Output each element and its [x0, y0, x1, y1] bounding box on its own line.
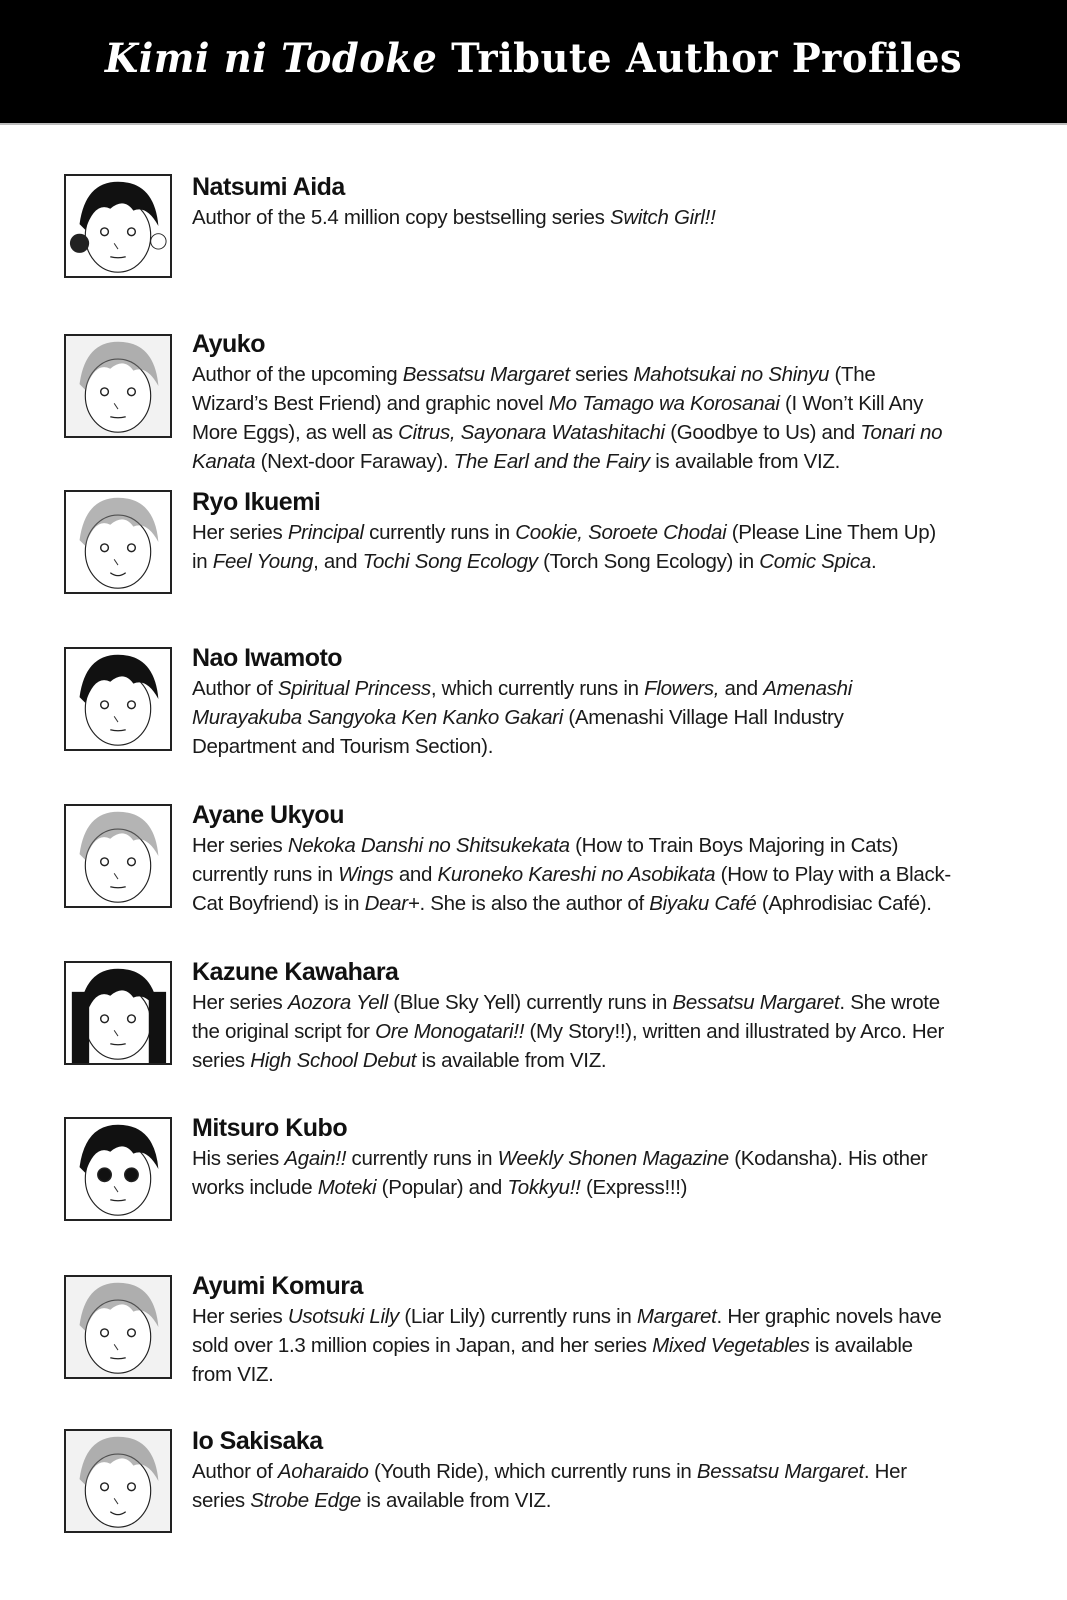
author-bio: [192, 674, 952, 761]
bio-text: Author of the 5.4 million copy bestselling series: [192, 206, 611, 229]
bio-title-italic: Mahotsukai no Shinyu: [633, 363, 830, 386]
bio-text: Author of the upcoming: [192, 363, 403, 386]
bio-title-italic: Tochi Song Ecology: [362, 550, 538, 573]
author-text: [192, 643, 952, 761]
bio-title-italic: Again!!: [284, 1147, 347, 1170]
author-text: [192, 1271, 952, 1389]
bio-title-italic: Aoharaido: [277, 1460, 369, 1483]
bio-text: (Next-door Faraway).: [255, 450, 454, 473]
bio-text: . Her series: [192, 1460, 907, 1512]
author-text: [192, 487, 952, 576]
bio-title-italic: Ore Monogatari!!: [375, 1020, 525, 1043]
bio-text: , which currently runs in: [430, 677, 645, 700]
bio-title-italic: Comic Spica: [759, 550, 871, 573]
bio-text: Her series: [192, 1305, 288, 1328]
bio-title-italic: Nekoka Danshi no Shitsukekata: [287, 834, 570, 857]
bio-title-italic: Kuroneko Kareshi no Asobikata: [437, 863, 716, 886]
bio-title-italic: Citrus, Sayonara Watashitachi: [398, 421, 665, 444]
author-bio: [192, 360, 952, 476]
bio-text: Her series: [192, 834, 288, 857]
bio-text: Her series: [192, 991, 288, 1014]
bio-text: (Blue Sky Yell) currently runs in: [387, 991, 673, 1014]
bio-text: (Amenashi Village Hall Industry Department and Tourism Section).: [192, 706, 844, 758]
bio-text: (My Story!!), written and illustrated by Arco. Her series: [192, 1020, 945, 1072]
bio-text: and: [719, 677, 764, 700]
author-portrait-image: [64, 1275, 172, 1379]
bio-title-italic: Tokkyu!!: [507, 1176, 581, 1199]
author-portrait-image: [64, 490, 172, 594]
bio-title-italic: Weekly Shonen Magazine: [497, 1147, 729, 1170]
bio-text: His series: [192, 1147, 285, 1170]
author-bio: [192, 518, 952, 576]
bio-title-italic: Bessatsu Margaret: [672, 991, 840, 1014]
author-name: Ayuko: [192, 330, 265, 358]
bio-text: (Liar Lily) currently runs in: [398, 1305, 637, 1328]
author-bio: [192, 988, 952, 1075]
bio-text: Author of: [192, 677, 278, 700]
author-text: [192, 1113, 952, 1202]
bio-text: and: [393, 863, 438, 886]
bio-title-italic: Strobe Edge: [250, 1489, 361, 1512]
bio-text: (Kodansha). His other works include: [192, 1147, 928, 1199]
author-portrait-image: [64, 1429, 172, 1533]
author-portrait-image: [64, 1117, 172, 1221]
bio-title-italic: Flowers,: [644, 677, 720, 700]
author-text: [192, 800, 952, 918]
bio-title-italic: Biyaku Café: [649, 892, 757, 915]
bio-title-italic: Margaret: [636, 1305, 717, 1328]
page-title-italic: Kimi ni Todoke: [104, 35, 438, 82]
bio-title-italic: Aozora Yell: [287, 991, 388, 1014]
bio-text: series: [569, 363, 634, 386]
bio-title-italic: Mo Tamago wa Korosanai: [548, 392, 780, 415]
bio-text: (Please Line Them Up) in: [192, 521, 936, 573]
bio-text: is available from VIZ.: [416, 1049, 607, 1072]
bio-text: . Her graphic novels have sold over 1.3 million copies in Japan, and her series: [192, 1305, 942, 1357]
bio-title-italic: Switch Girl!!: [610, 206, 716, 229]
page-title: [105, 35, 962, 82]
bio-text: (I Won’t Kill Any More Eggs), as well as: [192, 392, 924, 444]
bio-title-italic: Spiritual Princess: [277, 677, 431, 700]
bio-title-italic: Tonari no Kanata: [192, 421, 943, 473]
bio-text: (The Wizard’s Best Friend) and graphic novel: [192, 363, 876, 415]
bio-text: is available from VIZ.: [360, 1489, 552, 1512]
author-portrait-image: [64, 961, 172, 1065]
author-name: Ayumi Komura: [192, 1272, 363, 1300]
bio-title-italic: Bessatsu Margaret: [696, 1460, 864, 1483]
bio-text: (Youth Ride), which currently runs in: [368, 1460, 697, 1483]
bio-title-italic: High School Debut: [250, 1049, 417, 1072]
bio-title-italic: Amenashi Murayakuba Sangyoka Ken Kanko Gakari: [192, 677, 853, 729]
bio-text: currently runs in: [346, 1147, 498, 1170]
bio-text: (How to Play with a Black-Cat Boyfriend) is in: [192, 863, 951, 915]
bio-text: (Express!!!): [580, 1176, 688, 1199]
author-text: [192, 172, 952, 232]
bio-text: , and: [313, 550, 363, 573]
bio-title-italic: Dear+: [364, 892, 420, 915]
author-name: Kazune Kawahara: [192, 958, 399, 986]
bio-title-italic: Feel Young: [212, 550, 314, 573]
author-portrait-image: [64, 647, 172, 751]
bio-text: .: [870, 550, 877, 573]
author-bio: [192, 1144, 952, 1202]
bio-text: (How to Train Boys Majoring in Cats) currently runs in: [192, 834, 899, 886]
bio-text: Author of: [192, 1460, 278, 1483]
author-bio: [192, 1302, 952, 1389]
bio-text: (Goodbye to Us) and: [664, 421, 861, 444]
bio-title-italic: Cookie, Soroete Chodai: [515, 521, 727, 544]
bio-text: currently runs in: [363, 521, 516, 544]
bio-title-italic: Moteki: [317, 1176, 377, 1199]
author-name: Nao Iwamoto: [192, 644, 343, 672]
author-bio: [192, 203, 952, 232]
bio-title-italic: Mixed Vegetables: [652, 1334, 810, 1357]
author-name: Io Sakisaka: [192, 1427, 323, 1455]
author-name: Ryo Ikuemi: [192, 488, 321, 516]
author-portrait-image: [64, 174, 172, 278]
bio-text: (Torch Song Ecology) in: [537, 550, 760, 573]
page-title-rest: Tribute Author Profiles: [437, 35, 963, 82]
author-name: Mitsuro Kubo: [192, 1114, 348, 1142]
bio-title-italic: Bessatsu Margaret: [402, 363, 570, 386]
bio-title-italic: The Earl and the Fairy: [453, 450, 650, 473]
bio-text: . She wrote the original script for: [192, 991, 940, 1043]
bio-text: (Aphrodisiac Café).: [756, 892, 932, 915]
bio-text: is available from VIZ.: [192, 1334, 913, 1386]
author-portrait-image: [64, 804, 172, 908]
bio-text: (Popular) and: [376, 1176, 508, 1199]
bio-title-italic: Wings: [338, 863, 394, 886]
author-text: [192, 1426, 952, 1515]
bio-text: is available from VIZ.: [649, 450, 841, 473]
author-name: Natsumi Aida: [192, 173, 345, 201]
bio-text: . She is also the author of: [419, 892, 650, 915]
author-text: [192, 957, 952, 1075]
author-bio: [192, 1457, 952, 1515]
header-banner: [0, 0, 1067, 125]
bio-title-italic: Principal: [287, 521, 364, 544]
author-text: [192, 329, 952, 476]
author-bio: [192, 831, 952, 918]
author-name: Ayane Ukyou: [192, 801, 344, 829]
bio-title-italic: Usotsuki Lily: [287, 1305, 399, 1328]
bio-text: Her series: [192, 521, 288, 544]
author-portrait-image: [64, 334, 172, 438]
